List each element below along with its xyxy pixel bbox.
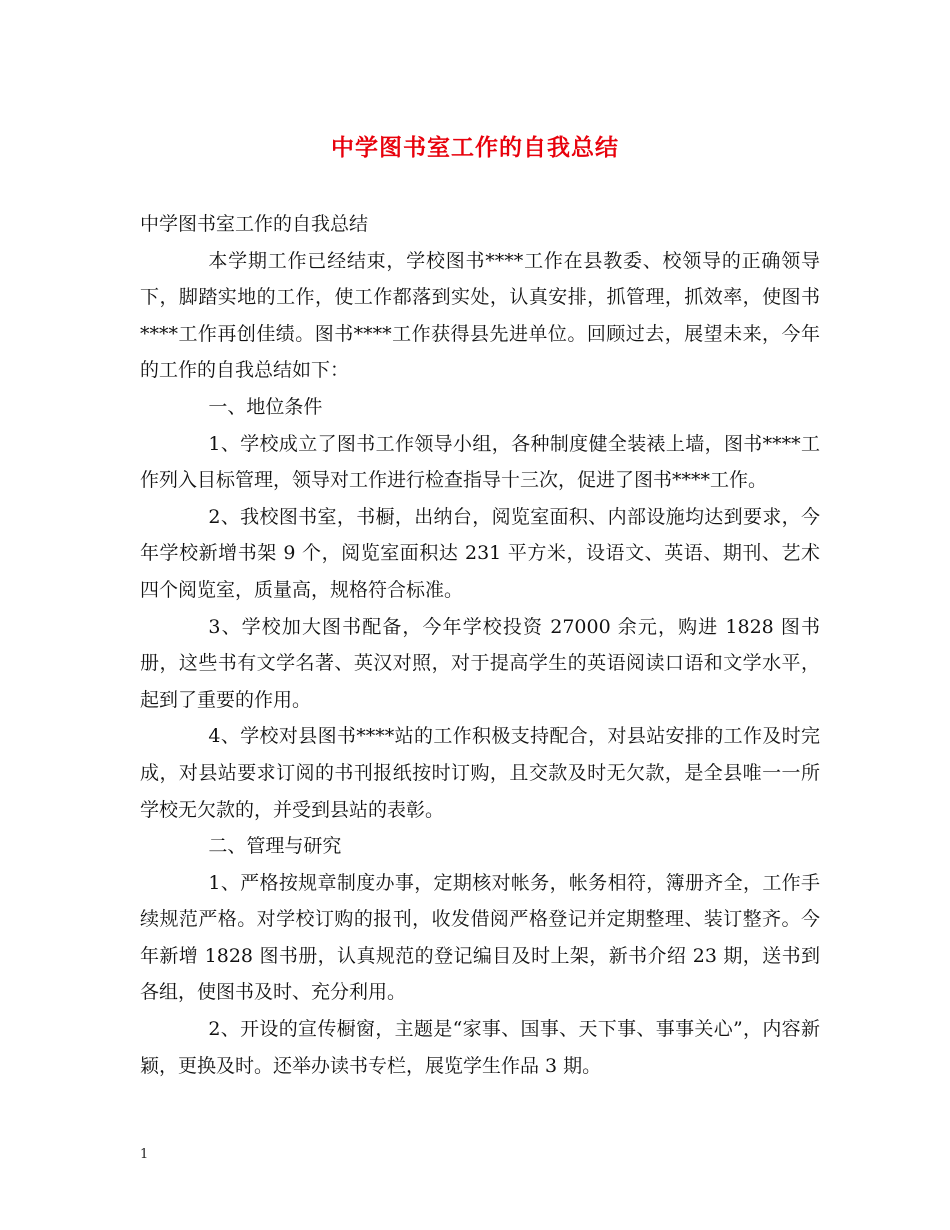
paragraph-1-4: 4、学校对县图书****站的工作积极支持配合，对县站安排的工作及时完成，对县站要求订阅的书刊报纸按时订购，且交款及时无欠款，是全县唯一一所学校无欠款的，并受到县站的表彰。 bbox=[140, 725, 820, 821]
section-heading-1: 一、地位条件 bbox=[208, 395, 323, 418]
paragraph-intro: 本学期工作已经结束，学校图书****工作在县教委、校领导的正确领导下，脚踏实地的工作，使工作都落到实处，认真安排，抓管理，抓效率，使图书****工作再创佳绩。图书****工作获得县先进单位。回顾过去，展望未来，今年的工作的自我总结如下： bbox=[140, 249, 820, 382]
paragraph-2-2: 2、开设的宣传橱窗，主题是“家事、国事、天下事、事事关心”，内容新颖，更换及时。还举办读书专栏，展览学生作品 3 期。 bbox=[140, 1018, 820, 1077]
paragraph-1-1: 1、学校成立了图书工作领导小组，各种制度健全装裱上墙，图书****工作列入目标管理，领导对工作进行检查指导十三次，促进了图书****工作。 bbox=[140, 432, 820, 492]
paragraph-1-2: 2、我校图书室，书橱，出纳台，阅览室面积、内部设施均达到要求，今年学校新增书架 9 个，阅览室面积达 231 平方米，设语文、英语、期刊、艺术四个阅览室，质量高，规格符合标准。 bbox=[140, 505, 820, 601]
document-title: 中学图书室工作的自我总结 bbox=[331, 134, 619, 161]
document-body bbox=[140, 206, 820, 1084]
paragraph-2-1: 1、严格按规章制度办事，定期核对帐务，帐务相符，簿册齐全，工作手续规范严格。对学校订购的报刊，收发借阅严格登记并定期整理、装订整齐。今年新增 1828 图书册，认真规范的登记编目及时上架，新书介绍 23 期，送书到各组，使图书及时、充分利用。 bbox=[140, 871, 820, 1004]
paragraph-1-3: 3、学校加大图书配备，今年学校投资 27000 余元，购进 1828 图书册，这些书有文学名著、英汉对照，对于提高学生的英语阅读口语和文学水平，起到了重要的作用。 bbox=[140, 615, 820, 711]
page-number: 1 bbox=[140, 1147, 149, 1162]
section-heading-2: 二、管理与研究 bbox=[208, 835, 342, 858]
paragraph-subtitle: 中学图书室工作的自我总结 bbox=[140, 213, 369, 235]
